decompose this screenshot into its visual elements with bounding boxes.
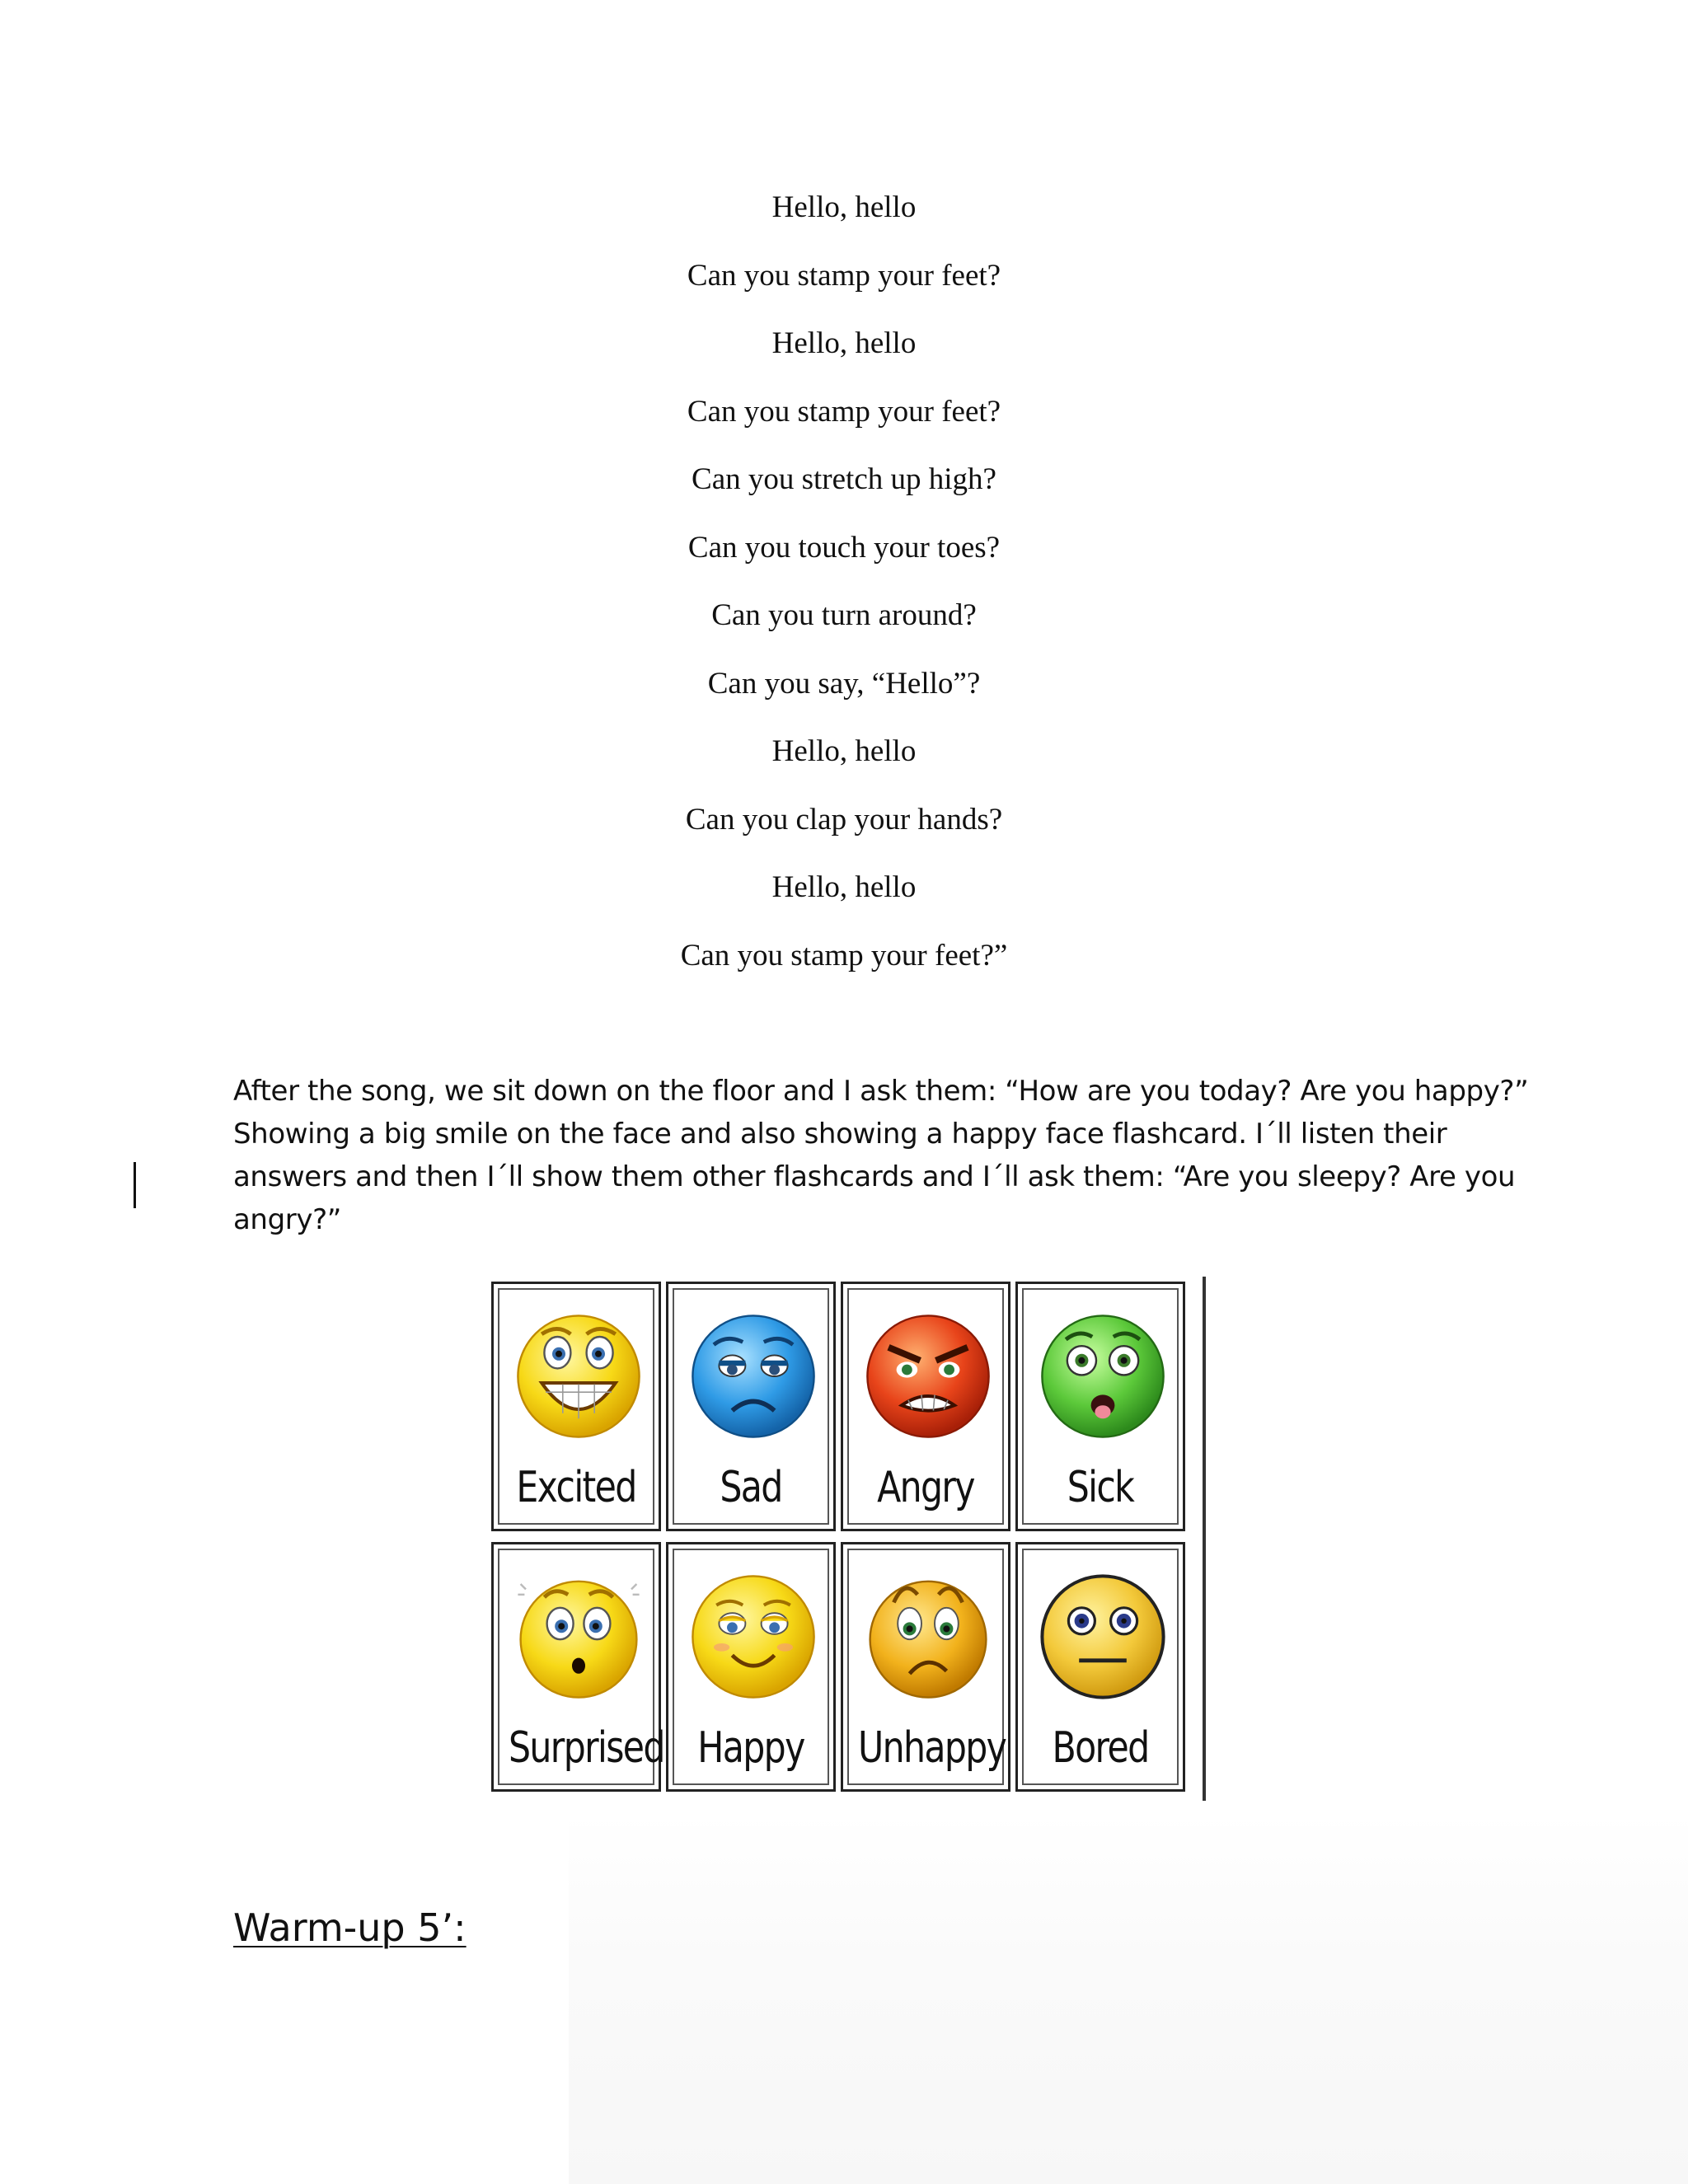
- sad-face-icon: [687, 1310, 819, 1442]
- lyric-line: Can you stamp your feet?”: [680, 938, 1008, 972]
- lyric-line: Hello, hello: [771, 190, 917, 224]
- lyric-line: Can you stamp your feet?: [687, 258, 1001, 293]
- lyric-line: Can you stretch up high?: [692, 462, 996, 496]
- paragraph-line: angry?”: [233, 1203, 341, 1236]
- angry-face-icon: [862, 1310, 994, 1442]
- paragraph-line: Showing a big smile on the face and also showing a happy face flashcard. I´ll listen their: [233, 1118, 1447, 1151]
- section-heading: Warm-up 5’:: [233, 1905, 467, 1950]
- card-label: Unhappy: [858, 1723, 1006, 1773]
- flashcard-surprised: [491, 1542, 664, 1792]
- song-lyrics: [0, 183, 1688, 999]
- card-label: Sad: [720, 1463, 782, 1512]
- flashcard-bored: [1015, 1542, 1185, 1792]
- card-label: Happy: [697, 1723, 804, 1773]
- lyric-line: Can you turn around?: [711, 598, 977, 632]
- image-edge: [1203, 1277, 1206, 1801]
- card-label: Bored: [1052, 1723, 1149, 1773]
- unhappy-face-icon: [862, 1571, 994, 1703]
- paragraph-line: After the song, we sit down on the floor and I ask them: “How are you today? Are you happy?”: [233, 1075, 1529, 1108]
- flashcard-sick: [1015, 1282, 1185, 1531]
- lyric-line: Can you clap your hands?: [685, 802, 1003, 837]
- flashcard-happy: [666, 1542, 836, 1792]
- surprised-face-icon: [513, 1571, 645, 1703]
- paragraph-line: answers and then I´ll show them other flashcards and I´ll ask them: “Are you sleepy? Are you: [233, 1160, 1516, 1193]
- flashcard-unhappy: [841, 1542, 1010, 1792]
- sick-face-icon: [1037, 1310, 1169, 1442]
- lyric-line: Hello, hello: [771, 870, 917, 904]
- bored-face-icon: [1037, 1571, 1169, 1703]
- excited-face-icon: [513, 1310, 645, 1442]
- flashcard-angry: [841, 1282, 1010, 1531]
- flashcard-sad: [666, 1282, 836, 1531]
- lyric-line: Hello, hello: [771, 326, 917, 360]
- emotion-flashcards: [486, 1277, 1203, 1801]
- card-label: Sick: [1067, 1463, 1134, 1512]
- body-paragraph: [233, 1070, 1529, 1241]
- page-shadow: [569, 1813, 1688, 2184]
- card-label: Surprised: [509, 1723, 664, 1773]
- lyric-line: Can you touch your toes?: [687, 530, 1001, 565]
- happy-face-icon: [687, 1571, 819, 1703]
- lyric-line: Can you stamp your feet?: [687, 394, 1001, 429]
- flashcard-excited: [491, 1282, 661, 1531]
- card-label: Excited: [516, 1463, 636, 1512]
- card-label: Angry: [877, 1463, 974, 1512]
- lyric-line: Hello, hello: [771, 734, 917, 768]
- text-cursor: [134, 1162, 136, 1208]
- lyric-line: Can you say, “Hello”?: [707, 666, 981, 701]
